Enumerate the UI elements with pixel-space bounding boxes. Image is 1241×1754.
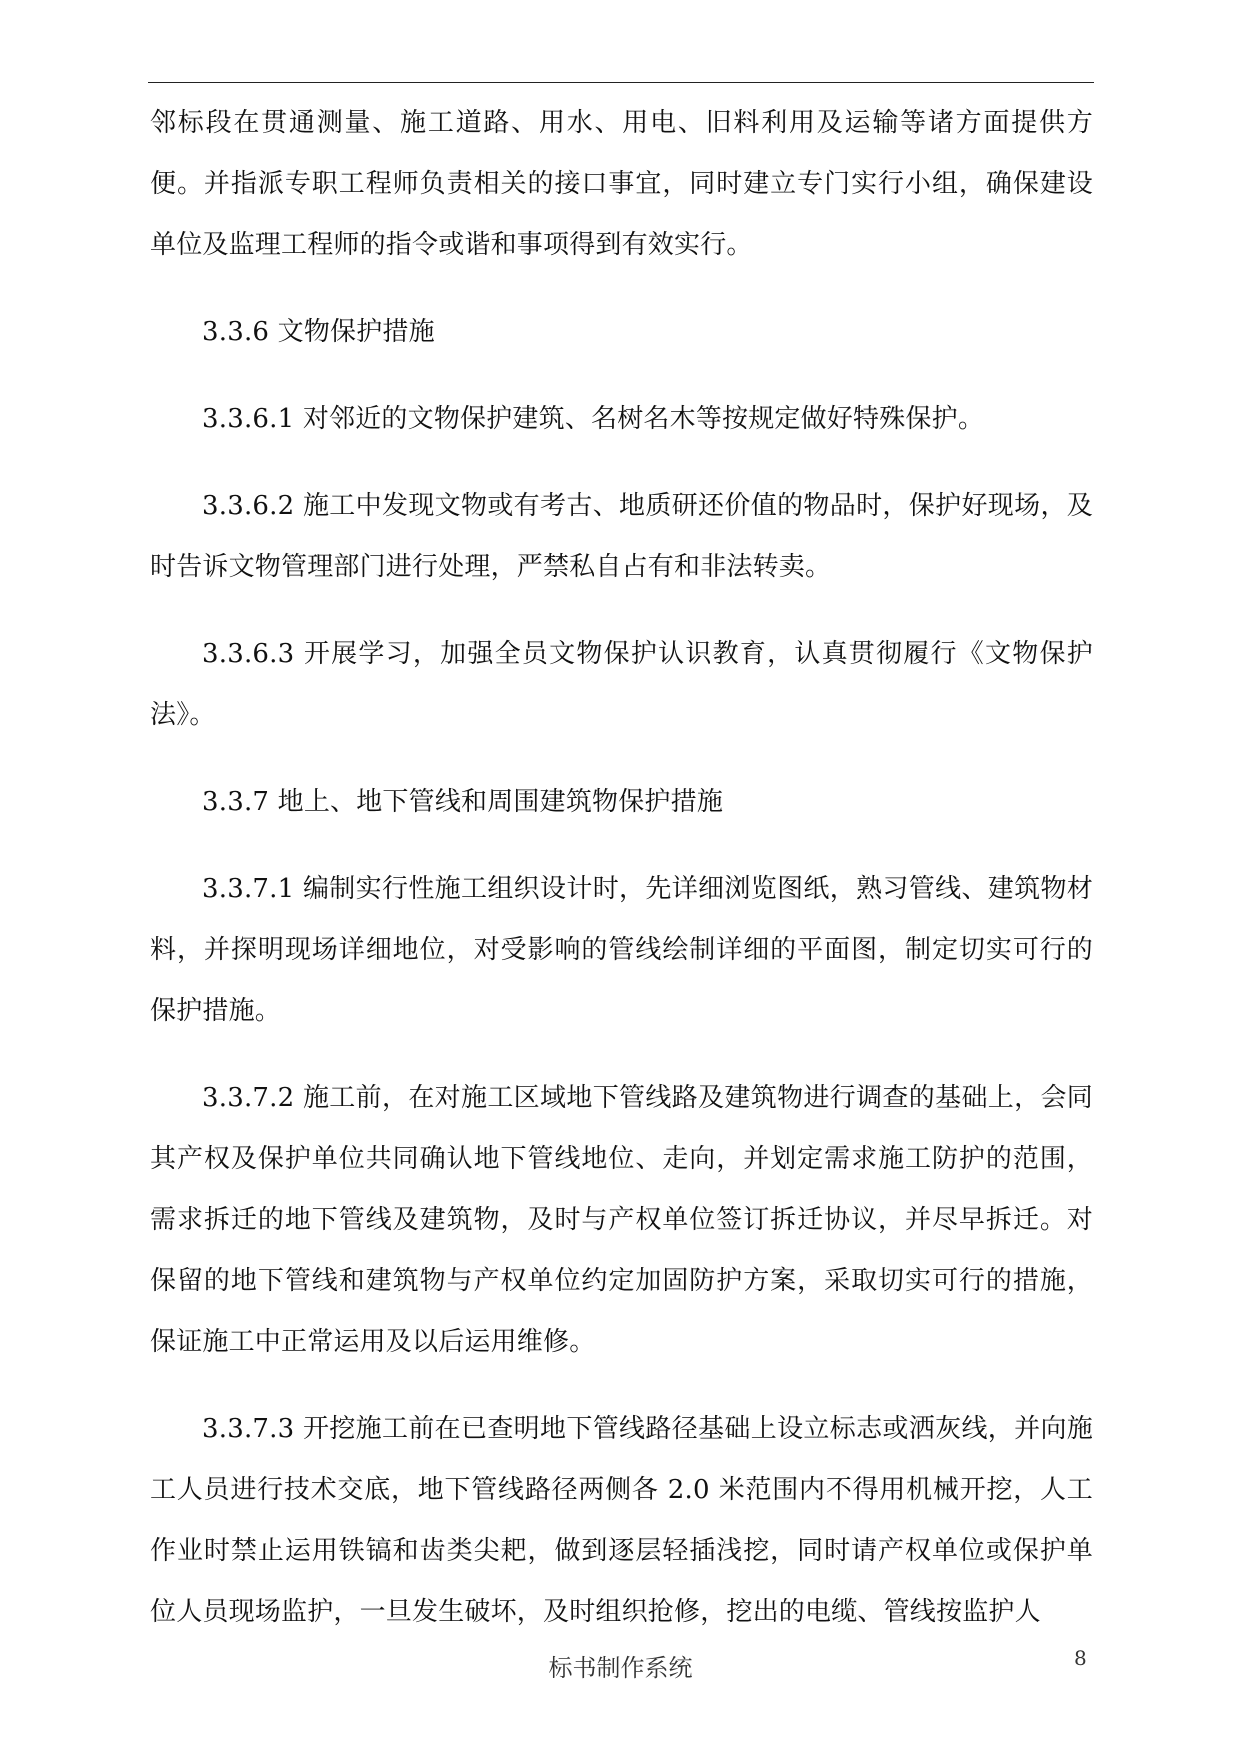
paragraph-continuation: 邻标段在贯通测量、施工道路、用水、用电、旧料利用及运输等诸方面提供方便。并指派专职工程师负责相关的接口事宜，同时建立专门实行小组，确保建设单位及监理工程师的指令或谐和事项得到有效实行。 (150, 108, 1093, 260)
header-rule (148, 82, 1094, 83)
heading-3-3-7: 3.3.7 地上、地下管线和周围建筑物保护措施 (202, 787, 724, 817)
paragraph-3-3-6-3: 3.3.6.3 开展学习，加强全员文物保护认识教育，认真贯彻履行《文物保护法》。 (150, 639, 1093, 730)
paragraph-3-3-6-1: 3.3.6.1 对邻近的文物保护建筑、名树名木等按规定做好特殊保护。 (202, 404, 985, 434)
heading-3-3-6: 3.3.6 文物保护措施 (202, 317, 435, 347)
page-number: 8 (1074, 1646, 1087, 1670)
paragraph-3-3-6-2: 3.3.6.2 施工中发现文物或有考古、地质研还价值的物品时，保护好现场，及时告诉文物管理部门进行处理，严禁私自占有和非法转卖。 (150, 491, 1093, 582)
footer-title: 标书制作系统 (548, 1654, 693, 1682)
paragraph-3-3-7-2: 3.3.7.2 施工前，在对施工区域地下管线路及建筑物进行调查的基础上，会同其产权及保护单位共同确认地下管线地位、走向，并划定需求施工防护的范围，需求拆迁的地下管线及建筑物，及时与产权单位签订拆迁协议，并尽早拆迁。对保留的地下管线和建筑物与产权单位约定加固防护方案，采取切实可行的措施，保证施工中正常运用及以后运用维修。 (150, 1083, 1093, 1357)
body-text (150, 93, 1093, 1669)
paragraph-3-3-7-3: 3.3.7.3 开挖施工前在已查明地下管线路径基础上设立标志或洒灰线，并向施工人员进行技术交底，地下管线路径两侧各 2.0 米范围内不得用机械开挖，人工作业时禁止运用铁镐和齿类尖耙，做到逐层轻插浅挖，同时请产权单位或保护单位人员现场监护，一旦发生破坏，及时组织抢修，挖出的电缆、管线按监护人 (150, 1414, 1093, 1627)
paragraph-3-3-7-1: 3.3.7.1 编制实行性施工组织设计时，先详细浏览图纸，熟习管线、建筑物材料，并探明现场详细地位，对受影响的管线绘制详细的平面图，制定切实可行的保护措施。 (150, 874, 1093, 1026)
